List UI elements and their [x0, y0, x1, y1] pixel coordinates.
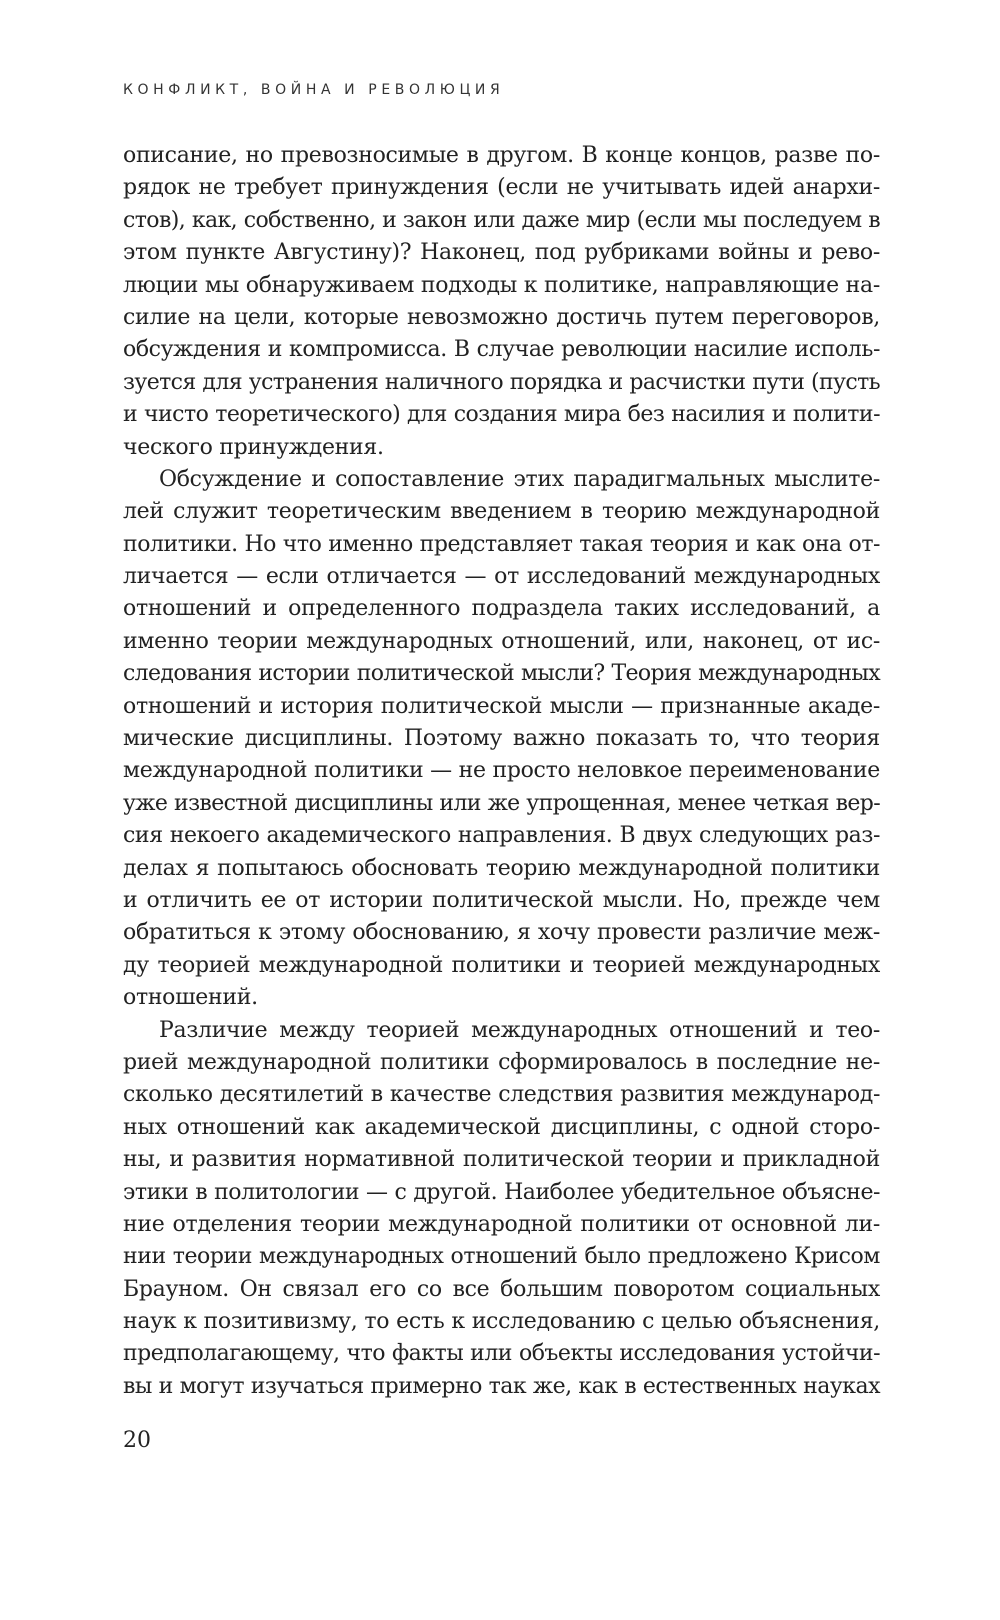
text-line: международной политики — не просто неловкое переименование — [123, 758, 880, 784]
text-line: лей служит теоретическим введением в теорию международной — [123, 499, 880, 525]
text-line: Брауном. Он связал его со все большим поворотом социальных — [123, 1276, 880, 1302]
text-line: именно теории международных отношений, или, наконец, от ис- — [123, 628, 880, 654]
running-head: КОНФЛИКТ, ВОЙНА И РЕВОЛЮЦИЯ — [123, 82, 505, 98]
text-line: этом пункте Августину)? Наконец, под рубриками войны и рево- — [123, 240, 880, 266]
text-line: сколько десятилетий в качестве следствия развития международ- — [123, 1082, 880, 1108]
text-line: описание, но превозносимые в другом. В конце концов, разве по- — [123, 143, 880, 168]
text-line: рядок не требует принуждения (если не учитывать идей анархи- — [123, 175, 880, 201]
text-line: отношений и история политической мысли — признанные акаде- — [123, 693, 880, 719]
text-line: ны, и развития нормативной политической теории и прикладной — [123, 1147, 880, 1173]
text-line: этики в политологии — с другой. Наиболее убедительное объясне- — [123, 1179, 880, 1205]
text-line: обсуждения и компромисса. В случае революции насилие исполь- — [123, 337, 880, 363]
text-line: мические дисциплины. Поэтому важно показать то, что теория — [123, 726, 880, 752]
text-line: ду теорией международной политики и теорией международных — [123, 952, 880, 978]
text-line: уже известной дисциплины или же упрощенная, менее четкая вер- — [123, 790, 880, 816]
text-line: ческого принуждения. — [123, 434, 384, 460]
text-line: люции мы обнаруживаем подходы к политике, направляющие на- — [123, 272, 880, 298]
text-line: Различие между теорией международных отношений и тео- — [159, 1017, 880, 1043]
text-line: ние отделения теории международной политики от основной ли- — [123, 1211, 880, 1237]
text-line: вы и могут изучаться примерно так же, как в естественных науках — [123, 1373, 880, 1399]
page-number: 20 — [123, 1428, 151, 1453]
paragraph — [123, 464, 880, 1015]
paragraph — [123, 1015, 880, 1404]
text-line: Обсуждение и сопоставление этих парадигмальных мыслите- — [159, 466, 880, 492]
text-line: и чисто теоретического) для создания мира без насилия и полити- — [123, 402, 880, 428]
text-line: делах я попытаюсь обосновать теорию международной политики — [123, 855, 880, 881]
text-line: обратиться к этому обоснованию, я хочу провести различие меж- — [123, 920, 880, 946]
text-line: и отличить ее от истории политической мысли. Но, прежде чем — [123, 887, 880, 913]
text-line: наук к позитивизму, то есть к исследованию с целью объяснения, — [123, 1309, 880, 1335]
text-line: силие на цели, которые невозможно достичь путем переговоров, — [123, 304, 880, 330]
text-line: отношений и определенного подраздела таких исследований, а — [123, 596, 880, 622]
text-line: политики. Но что именно представляет такая теория и как она от- — [123, 531, 880, 557]
text-line: рией международной политики сформировалось в последние не- — [123, 1049, 880, 1075]
text-line: предполагающему, что факты или объекты исследования устойчи- — [123, 1341, 880, 1367]
text-line: зуется для устранения наличного порядка и расчистки пути (пусть — [123, 369, 880, 395]
text-line: нии теории международных отношений было предложено Крисом — [123, 1244, 880, 1270]
text-line: личается — если отличается — от исследований международных — [123, 564, 880, 590]
body-text — [123, 140, 880, 1403]
text-line: стов), как, собственно, и закон или даже мир (если мы последуем в — [123, 207, 880, 233]
text-line: следования истории политической мысли? Теория международных — [123, 661, 880, 687]
text-line: ных отношений как академической дисциплины, с одной сторо- — [123, 1114, 880, 1140]
paragraph — [123, 140, 880, 464]
text-line: сия некоего академического направления. В двух следующих раз- — [123, 823, 880, 849]
text-line: отношений. — [123, 985, 258, 1011]
